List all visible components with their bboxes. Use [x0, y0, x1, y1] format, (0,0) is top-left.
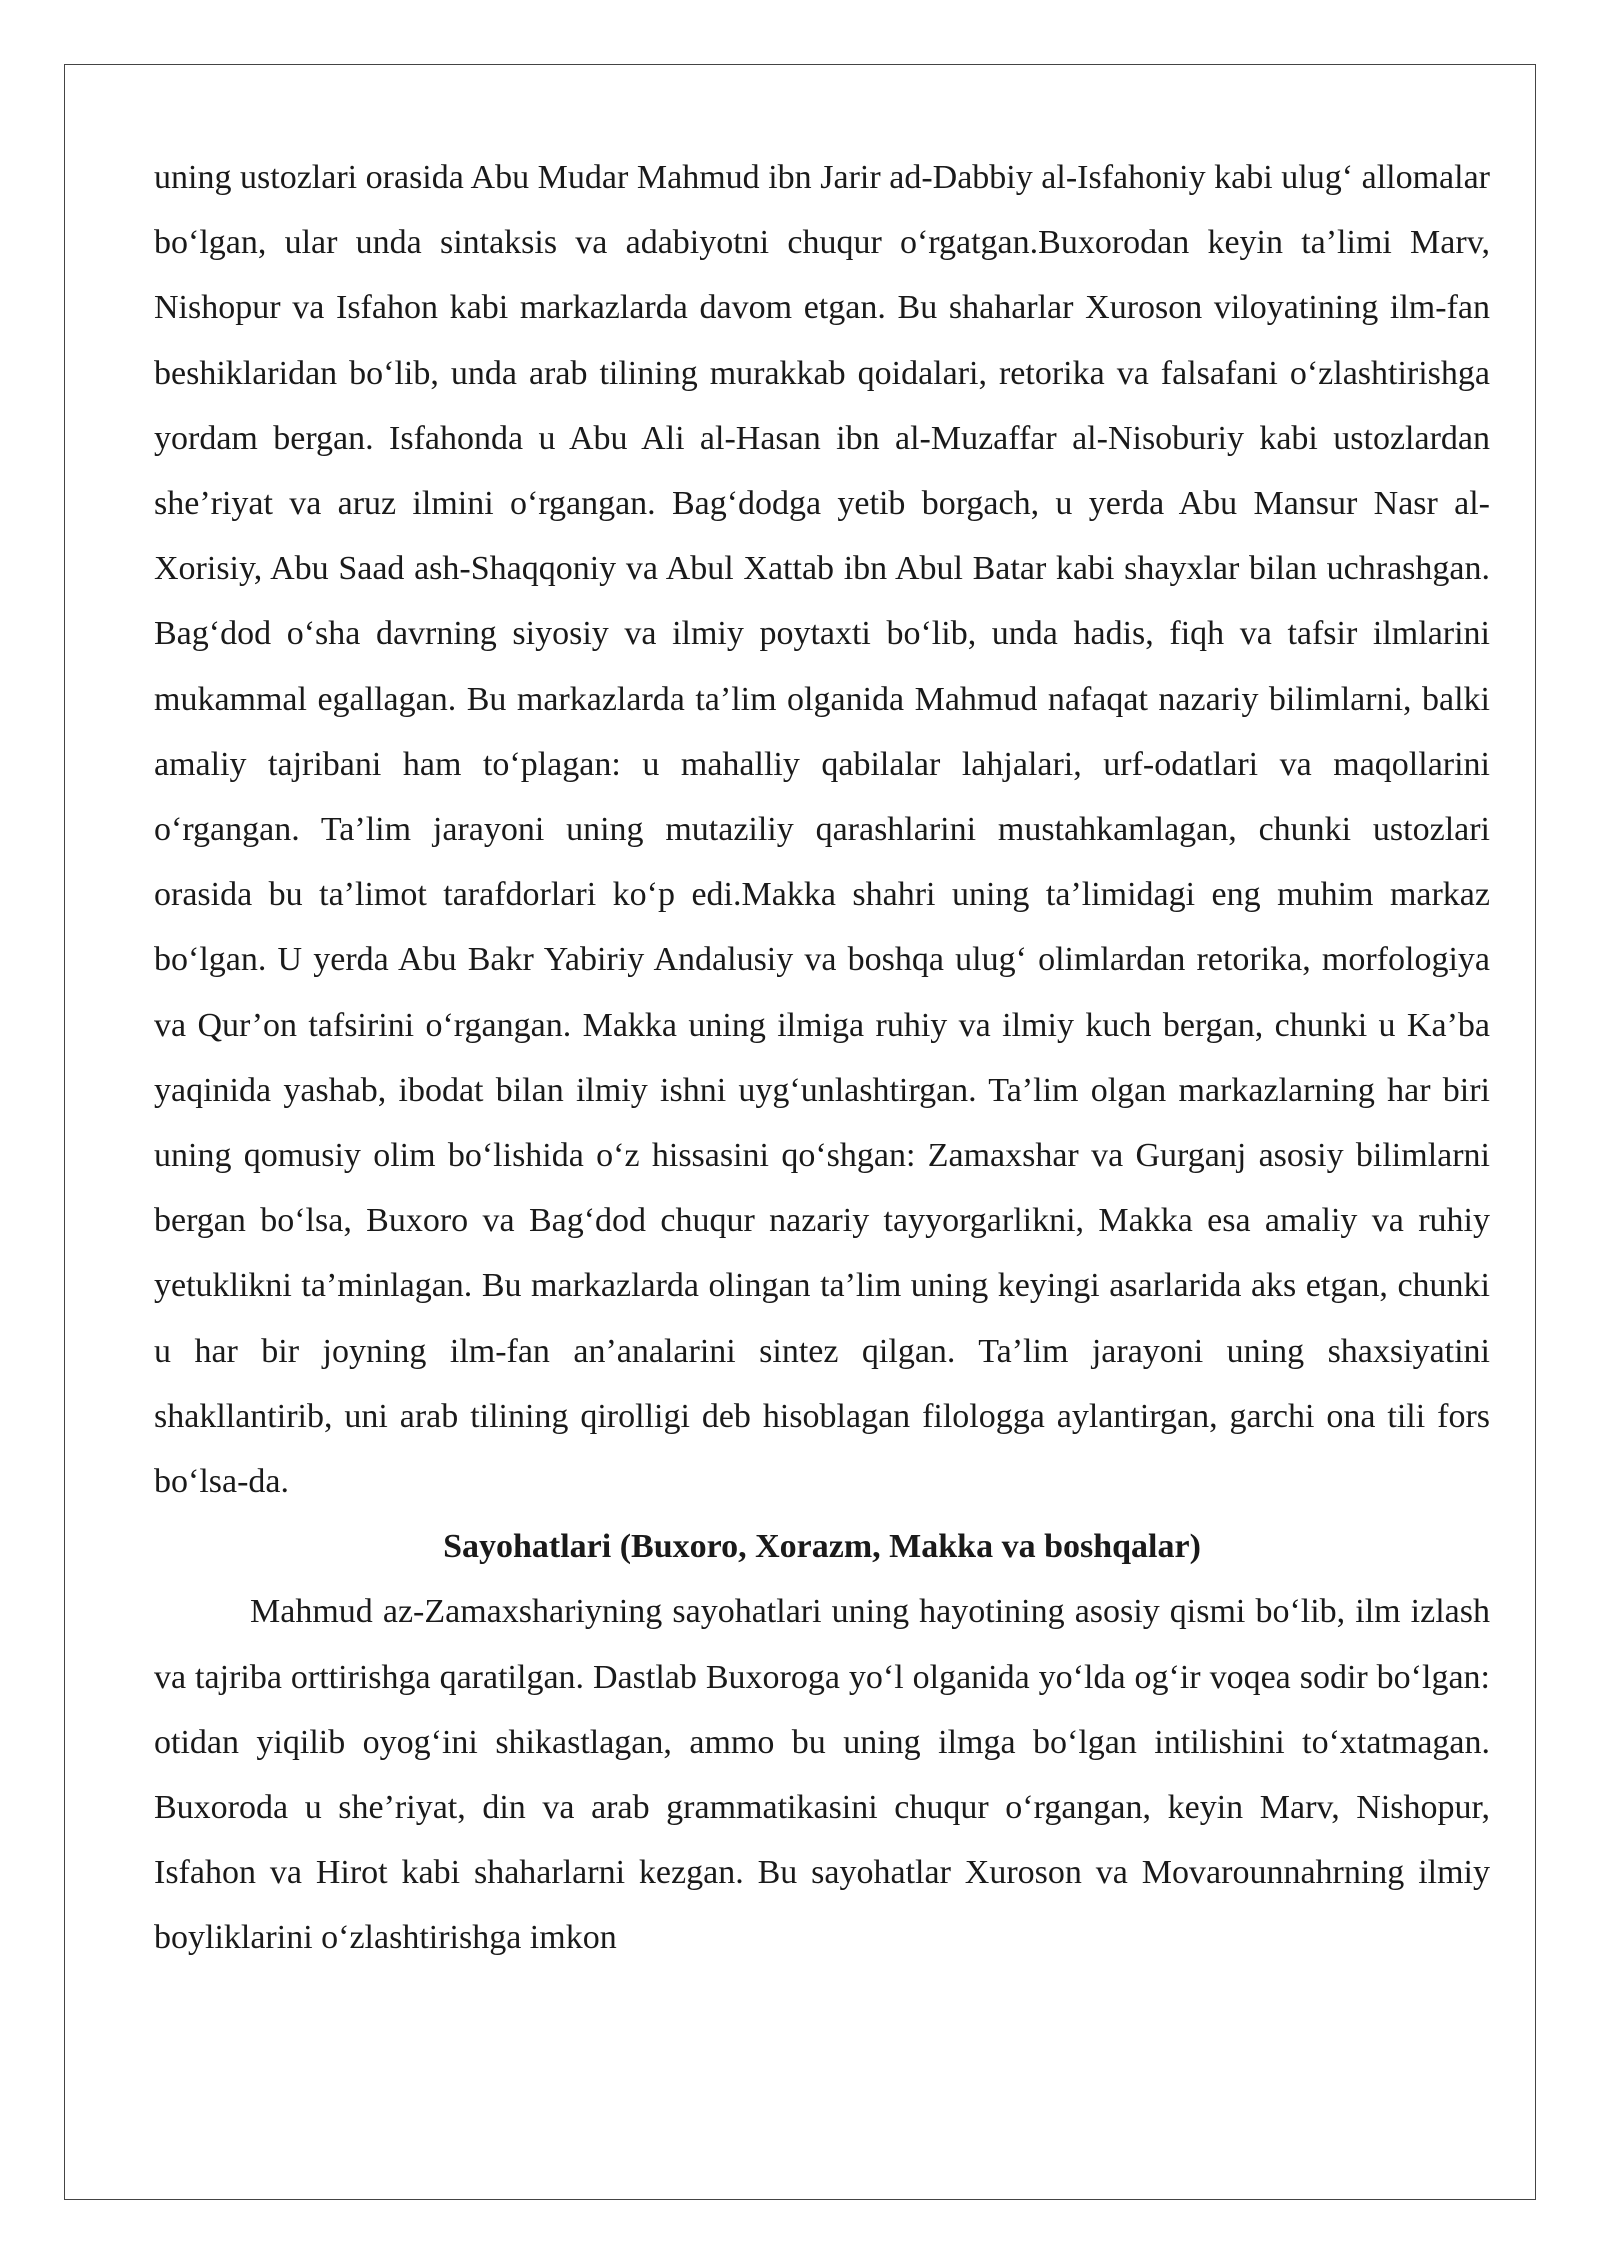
- document-body: [154, 145, 1490, 1971]
- section-heading: Sayohatlari (Buxoro, Xorazm, Makka va boshqalar): [443, 1528, 1201, 1566]
- body-paragraph: Mahmud az-Zamaxshariyning sayohatlari uning hayotining asosiy qismi bo‘lib, ilm izlash va tajriba orttirishga qaratilgan. Dastlab Buxoroga yo‘l olganida yo‘lda og‘ir voqea sodir bo‘lgan: otidan yiqilib oyog‘ini shikastlagan, ammo bu uning ilmga bo‘lgan intilishini to‘xtatmagan. Buxoroda u she’riyat, din va arab grammatikasini chuqur o‘rgangan, keyin Marv, Nishopur, Isfahon va Hirot kabi shaharlarni kezgan. Bu sayohatlar Xuroson va Movarounnahrning ilmiy boyliklarini o‘zlashtirishga imkon: [154, 1593, 1490, 1957]
- body-paragraph: uning ustozlari orasida Abu Mudar Mahmud ibn Jarir ad-Dabbiy al-Isfahoniy kabi ulug‘ allomalar bo‘lgan, ular unda sintaksis va adabiyotni chuqur o‘rgatgan.Buxorodan keyin ta’limi Marv, Nishopur va Isfahon kabi markazlarda davom etgan. Bu shaharlar Xuroson viloyatining ilm-fan beshiklaridan bo‘lib, unda arab tilining murakkab qoidalari, retorika va falsafani o‘zlashtirishga yordam bergan. Isfahonda u Abu Ali al-Hasan ibn al-Muzaffar al-Nisoburiy kabi ustozlardan she’riyat va aruz ilmini o‘rgangan. Bag‘dodga yetib borgach, u yerda Abu Mansur Nasr al-Xorisiy, Abu Saad ash-Shaqqoniy va Abul Xattab ibn Abul Batar kabi shayxlar bilan uchrashgan. Bag‘dod o‘sha davrning siyosiy va ilmiy poytaxti bo‘lib, unda hadis, fiqh va tafsir ilmlarini mukammal egallagan. Bu markazlarda ta’lim olganida Mahmud nafaqat nazariy bilimlarni, balki amaliy tajribani ham to‘plagan: u mahalliy qabilalar lahjalari, urf-odatlari va maqollarini o‘rgangan. Ta’lim jarayoni uning mutaziliy qarashlarini mustahkamlagan, chunki ustozlari orasida bu ta’limot tarafdorlari ko‘p edi.Makka shahri uning ta’limidagi eng muhim markaz bo‘lgan. U yerda Abu Bakr Yabiriy Andalusiy va boshqa ulug‘ olimlardan retorika, morfologiya va Qur’on tafsirini o‘rgangan. Makka uning ilmiga ruhiy va ilmiy kuch bergan, chunki u Ka’ba yaqinida yashab, ibodat bilan ilmiy ishni uyg‘unlashtirgan. Ta’lim olgan markazlarning har biri uning qomusiy olim bo‘lishida o‘z hissasini qo‘shgan: Zamaxshar va Gurganj asosiy bilimlarni bergan bo‘lsa, Buxoro va Bag‘dod chuqur nazariy tayyorgarlikni, Makka esa amaliy va ruhiy yetuklikni ta’minlagan. Bu markazlarda olingan ta’lim uning keyingi asarlarida aks etgan, chunki u har bir joyning ilm-fan an’analarini sintez qilgan. Ta’lim jarayoni uning shaxsiyatini shakllantirib, uni arab tilining qirolligi deb hisoblagan filologga aylantirgan, garchi ona tili fors bo‘lsa-da.: [154, 159, 1490, 1501]
